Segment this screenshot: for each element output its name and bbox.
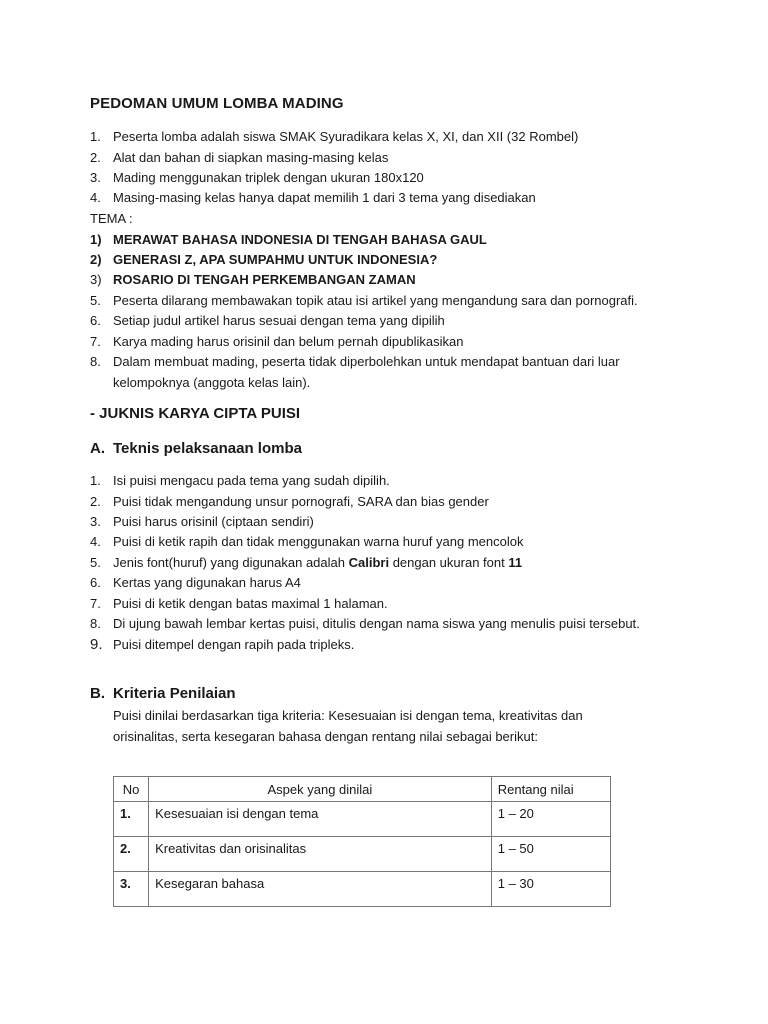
list-number: 4. (90, 190, 101, 205)
list-item (90, 190, 536, 206)
cell-no: 2. (114, 837, 149, 872)
list-number: 9. (90, 636, 103, 653)
theme-text: MERAWAT BAHASA INDONESIA DI TENGAH BAHASA GAUL (113, 232, 487, 247)
theme-number: 1) (90, 232, 102, 247)
list-number: 8. (90, 354, 101, 369)
list-text: Alat dan bahan di siapkan masing-masing kelas (113, 150, 389, 165)
header-aspect: Aspek yang dinilai (149, 777, 492, 802)
list-text: dengan ukuran font (389, 555, 509, 570)
theme-item (90, 252, 437, 268)
cell-range: 1 – 50 (491, 837, 610, 872)
theme-text: GENERASI Z, APA SUMPAHMU UNTUK INDONESIA? (113, 252, 438, 267)
list-text-continued: kelompoknya (anggota kelas lain). (113, 375, 311, 390)
header-range: Rentang nilai (491, 777, 610, 802)
list-number: 3. (90, 170, 101, 185)
list-item (90, 616, 640, 632)
list-text: Di ujung bawah lembar kertas puisi, ditulis dengan nama siswa yang menulis puisi tersebut. (113, 616, 640, 631)
header-no: No (114, 777, 149, 802)
list-number: 3. (90, 514, 101, 529)
cell-no: 1. (114, 802, 149, 837)
list-number: 7. (90, 596, 101, 611)
section-b-title: Kriteria Penilaian (113, 685, 236, 702)
list-text: Mading menggunakan triplek dengan ukuran 180x120 (113, 170, 424, 185)
theme-number: 3) (90, 272, 102, 287)
page-title: PEDOMAN UMUM LOMBA MADING (90, 95, 344, 112)
list-text: Peserta dilarang membawakan topik atau isi artikel yang mengandung sara dan pornografi. (113, 293, 638, 308)
theme-item (90, 232, 487, 248)
list-number: 6. (90, 575, 101, 590)
list-number: 8. (90, 616, 101, 631)
list-item (90, 354, 620, 370)
tema-label: TEMA : (90, 211, 133, 226)
list-text: Puisi tidak mengandung unsur pornografi, SARA dan bias gender (113, 494, 489, 509)
table-header-row (114, 777, 611, 802)
theme-item (90, 272, 416, 288)
list-text: Kertas yang digunakan harus A4 (113, 575, 301, 590)
list-text: Isi puisi mengacu pada tema yang sudah dipilih. (113, 473, 390, 488)
cell-aspect: Kesegaran bahasa (149, 872, 492, 907)
list-text: Puisi di ketik rapih dan tidak menggunakan warna huruf yang mencolok (113, 534, 524, 549)
paragraph-line: Puisi dinilai berdasarkan tiga kriteria: Kesesuaian isi dengan tema, kreativitas dan (113, 708, 583, 723)
list-item (90, 170, 424, 186)
list-item (90, 129, 578, 145)
theme-text: ROSARIO DI TENGAH PERKEMBANGAN ZAMAN (113, 272, 416, 287)
cell-range: 1 – 30 (491, 872, 610, 907)
cell-aspect: Kesesuaian isi dengan tema (149, 802, 492, 837)
table-row (114, 872, 611, 907)
section-b-number: B. (90, 685, 105, 702)
cell-range: 1 – 20 (491, 802, 610, 837)
list-number: 1. (90, 473, 101, 488)
list-item (90, 150, 388, 166)
section-a-number: A. (90, 440, 105, 457)
list-item (90, 473, 390, 489)
list-item (90, 313, 445, 329)
list-text: Jenis font(huruf) yang digunakan adalah (113, 555, 349, 570)
font-size: 11 (508, 555, 523, 570)
section-b-heading (90, 685, 236, 702)
list-number: 4. (90, 534, 101, 549)
list-item (90, 293, 638, 309)
table-row (114, 837, 611, 872)
cell-no: 3. (114, 872, 149, 907)
list-text: Puisi ditempel dengan rapih pada tripleks. (113, 637, 355, 652)
list-item (90, 514, 314, 530)
list-number: 1. (90, 129, 101, 144)
list-item (90, 596, 388, 612)
list-number: 5. (90, 293, 101, 308)
criteria-table (113, 776, 611, 907)
list-number: 7. (90, 334, 101, 349)
list-text: Karya mading harus orisinil dan belum pernah dipublikasikan (113, 334, 464, 349)
list-item (90, 334, 463, 350)
list-text: Dalam membuat mading, peserta tidak diperbolehkan untuk mendapat bantuan dari luar (113, 354, 620, 369)
theme-number: 2) (90, 252, 102, 267)
section-a-heading (90, 440, 302, 457)
list-text: Puisi harus orisinil (ciptaan sendiri) (113, 514, 314, 529)
table-row (114, 802, 611, 837)
list-number: 5. (90, 555, 101, 570)
list-text: Masing-masing kelas hanya dapat memilih 1 dari 3 tema yang disediakan (113, 190, 536, 205)
font-name: Calibri (348, 555, 390, 570)
cell-aspect: Kreativitas dan orisinalitas (149, 837, 492, 872)
paragraph-line: orisinalitas, serta kesegaran bahasa dengan rentang nilai sebagai berikut: (113, 729, 538, 744)
list-item (90, 555, 522, 571)
section-title: - JUKNIS KARYA CIPTA PUISI (90, 405, 301, 422)
list-text: Puisi di ketik dengan batas maximal 1 halaman. (113, 596, 388, 611)
list-item (90, 575, 301, 591)
list-text: Setiap judul artikel harus sesuai dengan tema yang dipilih (113, 313, 445, 328)
list-item (90, 534, 523, 550)
list-text: Peserta lomba adalah siswa SMAK Syuradikara kelas X, XI, dan XII (32 Rombel) (113, 129, 579, 144)
section-a-title: Teknis pelaksanaan lomba (113, 440, 302, 457)
list-item (90, 637, 354, 653)
list-number: 2. (90, 494, 101, 509)
list-item (90, 494, 489, 510)
list-number: 2. (90, 150, 101, 165)
list-number: 6. (90, 313, 101, 328)
